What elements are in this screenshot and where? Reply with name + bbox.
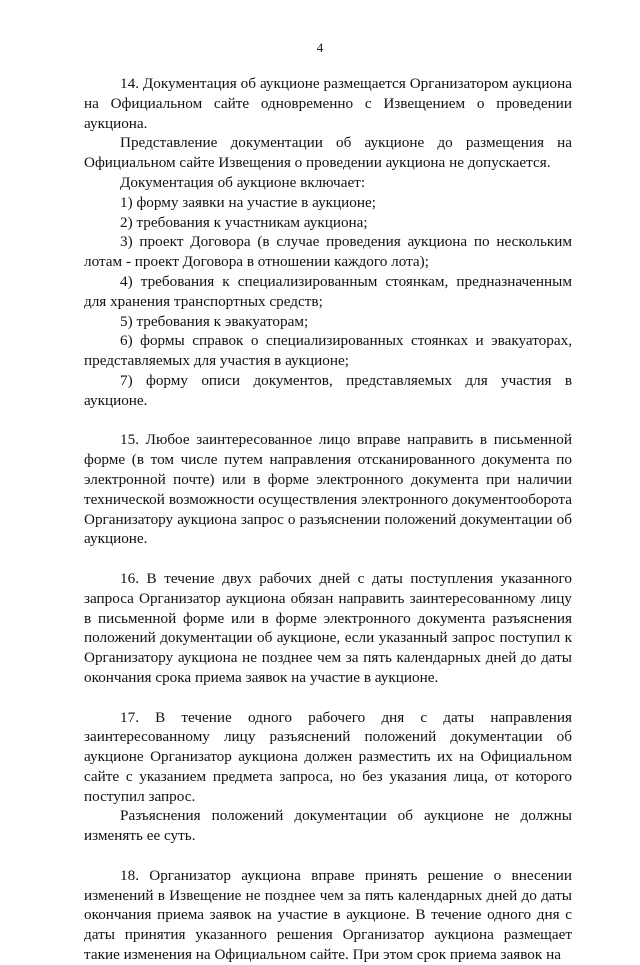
paragraph: 3) проект Договора (в случае проведения аукциона по нескольким лотам - проект Договора в отношении каждого лота);: [84, 233, 572, 271]
paragraph: Представление документации об аукционе до размещения на Официальном сайте Извещения о проведении аукциона не допускается.: [84, 134, 572, 172]
paragraph: 15. Любое заинтересованное лицо вправе направить в письменной форме (в том числе путем направления отсканированного документа по электронной почте) или в форме электронного документа при наличии технической возможности осуществления электронного документооборота Организатору аукциона запрос о разъяснении положений документации об аукционе.: [84, 431, 572, 548]
paragraph: 18. Организатор аукциона вправе принять решение о внесении изменений в Извещение не позднее чем за пять календарных дней до даты окончания приема заявок на участие в аукционе. В течение одного дня с даты принятия указанного решения Организатор аукциона размещает такие изменения на Официальном сайте. При этом срок приема заявок на: [84, 866, 572, 964]
page-number: 4: [316, 40, 324, 55]
document-body: [84, 74, 572, 965]
paragraph: 7) форму описи документов, представляемых для участия в аукционе.: [84, 371, 572, 409]
paragraph: Разъяснения положений документации об аукционе не должны изменять ее суть.: [84, 807, 572, 845]
paragraph: 2) требования к участникам аукциона;: [120, 213, 368, 231]
paragraph: 17. В течение одного рабочего дня с даты направления заинтересованному лицу разъяснений положений документации об аукционе Организатор аукциона должен разместить их на Официальном сайте с указанием предмета запроса, но без указания лица, от которого поступил запрос.: [84, 708, 572, 805]
paragraph: 6) формы справок о специализированных стоянках и эвакуаторах, представляемых для участия в аукционе;: [84, 332, 572, 370]
paragraph: 4) требования к специализированным стоянкам, предназначенным для хранения транспортных средств;: [84, 272, 572, 310]
paragraph: 16. В течение двух рабочих дней с даты поступления указанного запроса Организатор аукциона обязан направить заинтересованному лицу в письменной форме или в форме электронного документа разъяснения положений документации об аукционе, если указанный запрос поступил к Организатору аукциона не позднее чем за пять календарных дней до даты окончания срока приема заявок на участие в аукционе.: [84, 569, 572, 686]
paragraph: 1) форму заявки на участие в аукционе;: [120, 193, 376, 211]
paragraph: 5) требования к эвакуаторам;: [120, 312, 309, 330]
paragraph: Документация об аукционе включает:: [120, 173, 366, 191]
paragraph: 14. Документация об аукционе размещается Организатором аукциона на Официальном сайте одновременно с Извещением о проведении аукциона.: [84, 75, 572, 132]
